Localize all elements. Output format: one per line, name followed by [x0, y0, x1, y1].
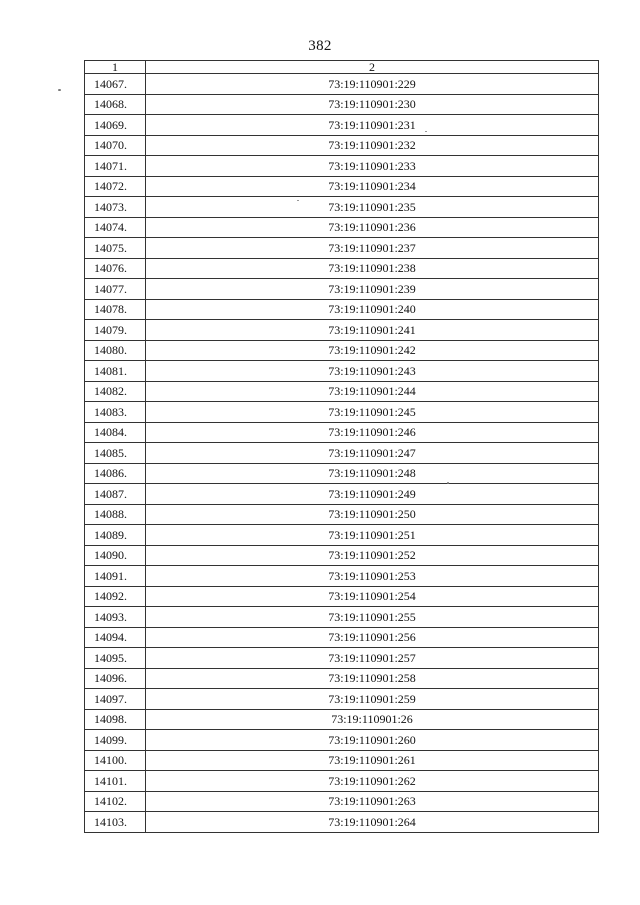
- table-row: [85, 94, 599, 115]
- cadastral-number-cell: 73:19:110901:242: [146, 340, 599, 361]
- table-row: [85, 361, 599, 382]
- table-row: [85, 668, 599, 689]
- row-number-cell: 14097.: [85, 689, 146, 710]
- cadastral-number-cell: 73:19:110901:264: [146, 812, 599, 833]
- cadastral-number-cell: 73:19:110901:254: [146, 586, 599, 607]
- row-number-cell: 14082.: [85, 381, 146, 402]
- table-row: [85, 525, 599, 546]
- row-number-cell: 14088.: [85, 504, 146, 525]
- row-number-cell: 14080.: [85, 340, 146, 361]
- row-number-cell: 14085.: [85, 443, 146, 464]
- table-row: [85, 730, 599, 751]
- cadastral-number-cell: 73:19:110901:260: [146, 730, 599, 751]
- table-row: [85, 586, 599, 607]
- table-row: [85, 648, 599, 669]
- row-number-cell: 14068.: [85, 94, 146, 115]
- table-row: [85, 197, 599, 218]
- table-row: [85, 689, 599, 710]
- row-number-cell: 14096.: [85, 668, 146, 689]
- row-number-cell: 14103.: [85, 812, 146, 833]
- cadastral-number-cell: 73:19:110901:245: [146, 402, 599, 423]
- cadastral-number-cell: 73:19:110901:258: [146, 668, 599, 689]
- row-number-cell: 14079.: [85, 320, 146, 341]
- table-row: [85, 750, 599, 771]
- row-number-cell: 14100.: [85, 750, 146, 771]
- table-row: [85, 156, 599, 177]
- cadastral-number-cell: 73:19:110901:231: [146, 115, 599, 136]
- cadastral-number-cell: 73:19:110901:250: [146, 504, 599, 525]
- table-row: [85, 135, 599, 156]
- row-number-cell: 14084.: [85, 422, 146, 443]
- row-number-cell: 14074.: [85, 217, 146, 238]
- table-row: [85, 545, 599, 566]
- cadastral-number-cell: 73:19:110901:235: [146, 197, 599, 218]
- table-row: [85, 443, 599, 464]
- table-header-row: [85, 61, 599, 74]
- cadastral-number-cell: 73:19:110901:244: [146, 381, 599, 402]
- table-row: [85, 115, 599, 136]
- table-row: [85, 422, 599, 443]
- cadastral-number-cell: 73:19:110901:236: [146, 217, 599, 238]
- table-row: [85, 238, 599, 259]
- row-number-cell: 14069.: [85, 115, 146, 136]
- row-number-cell: 14075.: [85, 238, 146, 259]
- cadastral-number-cell: 73:19:110901:243: [146, 361, 599, 382]
- cadastral-number-cell: 73:19:110901:257: [146, 648, 599, 669]
- cadastral-number-cell: 73:19:110901:253: [146, 566, 599, 587]
- row-number-cell: 14089.: [85, 525, 146, 546]
- cadastral-number-cell: 73:19:110901:241: [146, 320, 599, 341]
- scan-speck: [447, 482, 449, 484]
- row-number-cell: 14098.: [85, 709, 146, 730]
- cadastral-number-cell: 73:19:110901:255: [146, 607, 599, 628]
- table-body: [85, 74, 599, 833]
- row-number-cell: 14091.: [85, 566, 146, 587]
- table-row: [85, 320, 599, 341]
- cadastral-number-cell: 73:19:110901:239: [146, 279, 599, 300]
- row-number-cell: 14067.: [85, 74, 146, 95]
- table-row: [85, 74, 599, 95]
- row-number-cell: 14073.: [85, 197, 146, 218]
- table-row: [85, 217, 599, 238]
- column-header-number: 1: [85, 61, 146, 74]
- row-number-cell: 14087.: [85, 484, 146, 505]
- table-row: [85, 484, 599, 505]
- table-row: [85, 463, 599, 484]
- scan-speck: [58, 89, 61, 91]
- row-number-cell: 14081.: [85, 361, 146, 382]
- row-number-cell: 14086.: [85, 463, 146, 484]
- row-number-cell: 14071.: [85, 156, 146, 177]
- row-number-cell: 14090.: [85, 545, 146, 566]
- cadastral-number-cell: 73:19:110901:259: [146, 689, 599, 710]
- cadastral-number-cell: 73:19:110901:240: [146, 299, 599, 320]
- row-number-cell: 14072.: [85, 176, 146, 197]
- table-row: [85, 381, 599, 402]
- cadastral-number-cell: 73:19:110901:251: [146, 525, 599, 546]
- row-number-cell: 14077.: [85, 279, 146, 300]
- table-row: [85, 709, 599, 730]
- row-number-cell: 14094.: [85, 627, 146, 648]
- cadastral-number-cell: 73:19:110901:26: [146, 709, 599, 730]
- registry-table: [84, 60, 599, 833]
- cadastral-number-cell: 73:19:110901:263: [146, 791, 599, 812]
- column-header-cadastral: 2: [146, 61, 599, 74]
- table-row: [85, 566, 599, 587]
- row-number-cell: 14076.: [85, 258, 146, 279]
- table-row: [85, 340, 599, 361]
- cadastral-number-cell: 73:19:110901:252: [146, 545, 599, 566]
- table-row: [85, 627, 599, 648]
- row-number-cell: 14093.: [85, 607, 146, 628]
- table-row: [85, 791, 599, 812]
- scan-speck: [297, 200, 299, 201]
- row-number-cell: 14078.: [85, 299, 146, 320]
- cadastral-number-cell: 73:19:110901:261: [146, 750, 599, 771]
- table-row: [85, 771, 599, 792]
- cadastral-number-cell: 73:19:110901:237: [146, 238, 599, 259]
- cadastral-number-cell: 73:19:110901:233: [146, 156, 599, 177]
- row-number-cell: 14083.: [85, 402, 146, 423]
- row-number-cell: 14102.: [85, 791, 146, 812]
- cadastral-number-cell: 73:19:110901:246: [146, 422, 599, 443]
- table-row: [85, 279, 599, 300]
- table-row: [85, 607, 599, 628]
- table-row: [85, 504, 599, 525]
- table-row: [85, 812, 599, 833]
- cadastral-number-cell: 73:19:110901:247: [146, 443, 599, 464]
- table-row: [85, 402, 599, 423]
- row-number-cell: 14092.: [85, 586, 146, 607]
- row-number-cell: 14070.: [85, 135, 146, 156]
- table-row: [85, 258, 599, 279]
- cadastral-number-cell: 73:19:110901:238: [146, 258, 599, 279]
- scan-speck: [425, 131, 427, 132]
- cadastral-number-cell: 73:19:110901:248: [146, 463, 599, 484]
- row-number-cell: 14101.: [85, 771, 146, 792]
- cadastral-number-cell: 73:19:110901:232: [146, 135, 599, 156]
- cadastral-number-cell: 73:19:110901:234: [146, 176, 599, 197]
- row-number-cell: 14095.: [85, 648, 146, 669]
- cadastral-number-cell: 73:19:110901:230: [146, 94, 599, 115]
- table-row: [85, 299, 599, 320]
- cadastral-number-cell: 73:19:110901:256: [146, 627, 599, 648]
- cadastral-number-cell: 73:19:110901:249: [146, 484, 599, 505]
- page-number: 382: [308, 38, 332, 54]
- cadastral-number-cell: 73:19:110901:262: [146, 771, 599, 792]
- row-number-cell: 14099.: [85, 730, 146, 751]
- table-row: [85, 176, 599, 197]
- cadastral-number-cell: 73:19:110901:229: [146, 74, 599, 95]
